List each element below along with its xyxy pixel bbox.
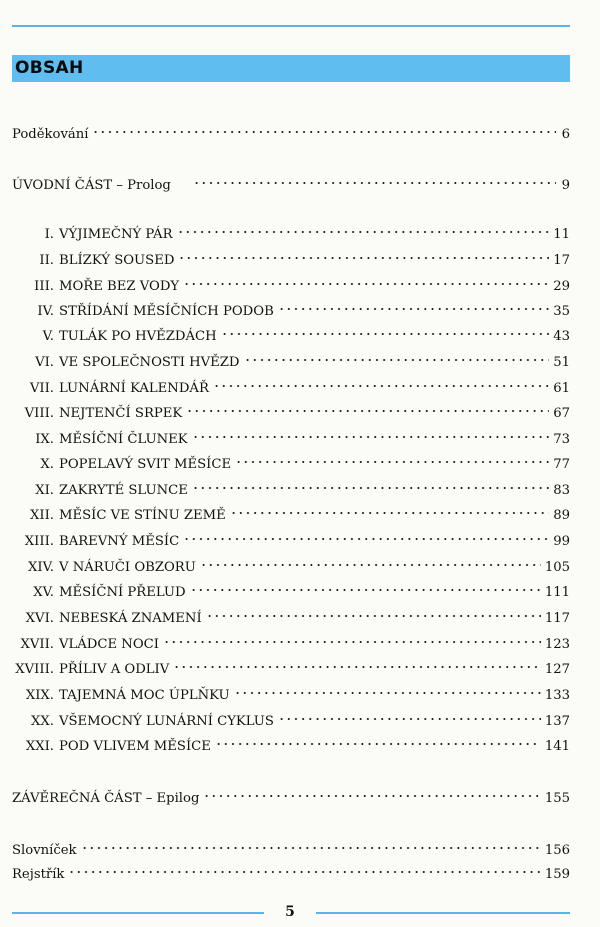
toc-chapter-row [0, 679, 570, 703]
top-rule [12, 25, 570, 27]
toc-chapter-row [0, 705, 570, 729]
toc-chapter-row [0, 295, 570, 319]
leader-dots [200, 551, 541, 571]
leader-dots [163, 628, 541, 648]
chapter-number: II. [39, 253, 54, 268]
contents-heading: OBSAH [15, 58, 84, 78]
toc-chapter-row [0, 270, 570, 294]
chapter-number: XIII. [24, 534, 54, 549]
chapter-number: VII. [29, 381, 54, 396]
chapter-title: VŠEMOCNÝ LUNÁRNÍ CYKLUS [59, 714, 274, 729]
leader-dots [81, 834, 541, 854]
toc-entry-title: ÚVODNÍ ČÁST – Prolog [12, 178, 171, 193]
leader-dots [183, 270, 549, 290]
leader-dots [92, 118, 556, 138]
toc-chapter-row [0, 423, 570, 447]
toc-chapter-row [0, 551, 570, 575]
chapter-page: 51 [553, 355, 570, 370]
toc-chapter-row [0, 474, 570, 498]
chapter-title: VLÁDCE NOCI [59, 637, 159, 652]
toc-entry-title: Poděkování [12, 127, 89, 142]
chapter-number: VIII. [24, 406, 54, 421]
toc-entry-page: 6 [561, 127, 570, 142]
toc-chapter-row [0, 244, 570, 268]
leader-dots [192, 474, 549, 494]
chapter-number: VI. [35, 355, 54, 370]
leader-dots [235, 448, 549, 468]
toc-entry-title: Rejstřík [12, 867, 65, 882]
chapter-number: XVII. [20, 637, 54, 652]
chapter-title: MĚSÍČNÍ PŘELUD [59, 585, 186, 600]
toc-entry-title: ZÁVĚREČNÁ ČÁST – Epilog [12, 791, 200, 806]
leader-dots [278, 295, 549, 315]
leader-dots [192, 423, 550, 443]
toc-chapter-row [0, 628, 570, 652]
chapter-number: IV. [37, 304, 54, 319]
leader-dots [215, 730, 541, 750]
chapter-number: X. [40, 457, 54, 472]
chapter-title: ZAKRYTÉ SLUNCE [59, 483, 188, 498]
chapter-page: 11 [553, 227, 570, 242]
leader-dots [278, 705, 541, 725]
chapter-page: 105 [544, 560, 570, 575]
chapter-page: 77 [553, 457, 570, 472]
toc-entry-title: Slovníček [12, 843, 77, 858]
contents-header-band [12, 55, 570, 82]
chapter-title: PŘÍLIV A ODLIV [59, 662, 170, 677]
leader-dots [206, 602, 541, 622]
toc-chapter-row [0, 602, 570, 626]
chapter-number: XIV. [27, 560, 54, 575]
toc-entry-page: 156 [544, 843, 570, 858]
chapter-page: 17 [553, 253, 570, 268]
chapter-title: TULÁK PO HVĚZDÁCH [59, 329, 217, 344]
leader-dots [178, 244, 549, 264]
leader-dots [186, 397, 549, 417]
chapter-number: XIX. [25, 688, 54, 703]
toc-chapter-row [0, 525, 570, 549]
chapter-page: 123 [544, 637, 570, 652]
chapter-page: 89 [553, 508, 570, 523]
chapter-title: POD VLIVEM MĚSÍCE [59, 739, 211, 754]
leader-dots [173, 653, 541, 673]
chapter-title: BLÍZKÝ SOUSED [59, 253, 175, 268]
leader-dots [190, 576, 541, 596]
leader-dots [193, 169, 556, 189]
chapter-title: MOŘE BEZ VODY [59, 279, 180, 294]
chapter-title: POPELAVÝ SVIT MĚSÍCE [59, 457, 232, 472]
chapter-title: NEJTENČÍ SRPEK [59, 406, 183, 421]
chapter-number: III. [34, 279, 54, 294]
leader-dots [183, 525, 549, 545]
chapter-page: 137 [544, 714, 570, 729]
bottom-rule-left [12, 912, 264, 914]
chapter-number: XXI. [25, 739, 54, 754]
chapter-number: I. [44, 227, 54, 242]
toc-chapter-row [0, 576, 570, 600]
chapter-title: LUNÁRNÍ KALENDÁŘ [59, 381, 209, 396]
chapter-title: BAREVNÝ MĚSÍC [59, 534, 180, 549]
leader-dots [203, 782, 540, 802]
chapter-page: 35 [553, 304, 570, 319]
chapter-title: NEBESKÁ ZNAMENÍ [59, 611, 202, 626]
leader-dots [244, 346, 550, 366]
toc-chapter-row [0, 499, 570, 523]
chapter-page: 73 [553, 432, 570, 447]
chapter-page: 133 [544, 688, 570, 703]
leader-dots [213, 372, 549, 392]
bottom-rule-right [316, 912, 570, 914]
chapter-number: V. [42, 329, 54, 344]
leader-dots [230, 499, 549, 519]
leader-dots [234, 679, 541, 699]
chapter-number: IX. [35, 432, 54, 447]
toc-entry-prologue [12, 169, 570, 193]
leader-dots [68, 858, 540, 878]
leader-dots [221, 320, 550, 340]
toc-entry-glossary [12, 834, 570, 858]
chapter-title: VÝJIMEČNÝ PÁR [59, 227, 173, 242]
toc-chapter-row [0, 730, 570, 754]
chapter-page: 67 [553, 406, 570, 421]
chapter-page: 141 [544, 739, 570, 754]
toc-chapter-row [0, 346, 570, 370]
toc-chapter-row [0, 397, 570, 421]
chapter-page: 99 [553, 534, 570, 549]
toc-chapter-row [0, 448, 570, 472]
toc-entry-acknowledgements [12, 118, 570, 142]
toc-entry-index [12, 858, 570, 882]
chapter-number: XX. [31, 714, 54, 729]
chapter-title: MĚSÍC VE STÍNU ZEMĚ [59, 508, 226, 523]
chapter-page: 111 [544, 585, 570, 600]
chapter-number: XI. [35, 483, 54, 498]
toc-entry-epilogue [12, 782, 570, 806]
chapter-number: XV. [33, 585, 54, 600]
chapter-title: VE SPOLEČNOSTI HVĚZD [59, 355, 240, 370]
chapter-title: TAJEMNÁ MOC ÚPLŇKU [59, 688, 230, 703]
chapter-page: 43 [553, 329, 570, 344]
chapter-page: 127 [544, 662, 570, 677]
chapter-page: 29 [553, 279, 570, 294]
toc-entry-page: 9 [561, 178, 570, 193]
toc-chapter-row [0, 372, 570, 396]
page-number: 5 [285, 904, 295, 920]
chapter-page: 117 [544, 611, 570, 626]
toc-chapter-row [0, 320, 570, 344]
toc-entry-page: 159 [544, 867, 570, 882]
chapter-page: 83 [553, 483, 570, 498]
chapter-title: MĚSÍČNÍ ČLUNEK [59, 432, 188, 447]
chapter-number: XII. [30, 508, 54, 523]
toc-chapter-row [0, 653, 570, 677]
leader-dots [177, 218, 550, 238]
chapter-number: XVI. [25, 611, 54, 626]
chapter-title: V NÁRUČI OBZORU [59, 560, 196, 575]
chapter-title: STŘÍDÁNÍ MĚSÍČNÍCH PODOB [59, 304, 274, 319]
toc-chapter-row [0, 218, 570, 242]
toc-entry-page: 155 [544, 791, 570, 806]
chapter-page: 61 [553, 381, 570, 396]
chapter-number: XVIII. [15, 662, 54, 677]
